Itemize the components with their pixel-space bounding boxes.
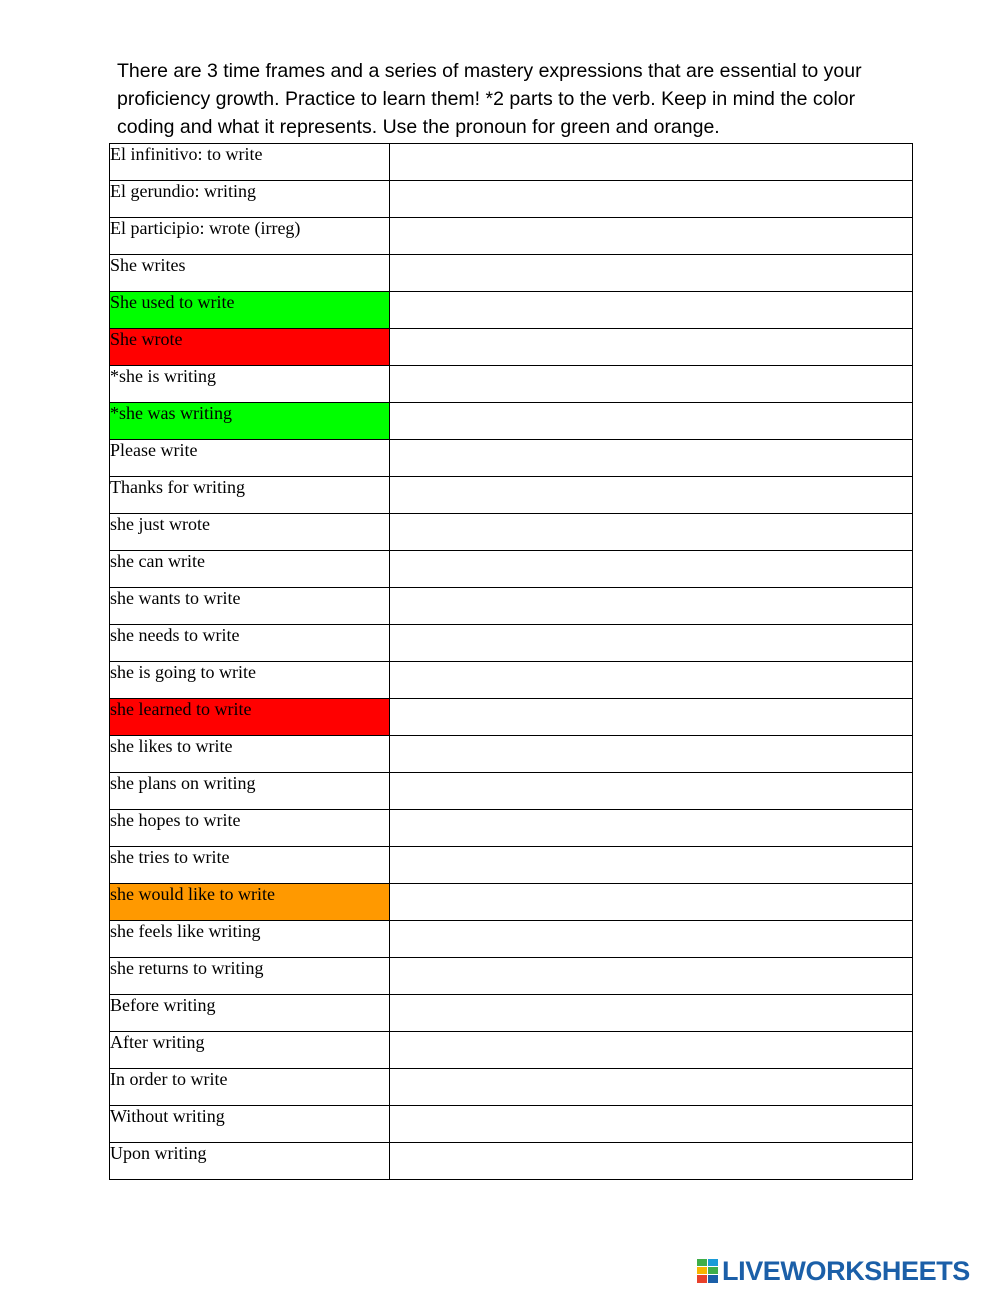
- table-row: [110, 736, 913, 773]
- prompt-cell: She used to write: [110, 292, 390, 329]
- table-row: [110, 699, 913, 736]
- answer-input[interactable]: [390, 1069, 912, 1105]
- answer-cell: [390, 588, 913, 625]
- answer-cell: [390, 736, 913, 773]
- answer-input[interactable]: [390, 958, 912, 994]
- table-row: [110, 440, 913, 477]
- answer-cell: [390, 773, 913, 810]
- prompt-cell: Please write: [110, 440, 390, 477]
- table-row: [110, 477, 913, 514]
- prompt-cell: Upon writing: [110, 1143, 390, 1180]
- answer-input[interactable]: [390, 551, 912, 587]
- prompt-cell: she needs to write: [110, 625, 390, 662]
- prompt-cell: she can write: [110, 551, 390, 588]
- answer-cell: [390, 144, 913, 181]
- table-row: [110, 958, 913, 995]
- prompt-cell: Before writing: [110, 995, 390, 1032]
- prompt-cell: she likes to write: [110, 736, 390, 773]
- prompt-cell: El participio: wrote (irreg): [110, 218, 390, 255]
- prompt-cell: Without writing: [110, 1106, 390, 1143]
- table-row: [110, 625, 913, 662]
- answer-cell: [390, 1032, 913, 1069]
- answer-input[interactable]: [390, 736, 912, 772]
- prompt-cell: she is going to write: [110, 662, 390, 699]
- answer-input[interactable]: [390, 403, 912, 439]
- prompt-cell: *she is writing: [110, 366, 390, 403]
- answer-input[interactable]: [390, 588, 912, 624]
- table-row: [110, 1106, 913, 1143]
- answer-cell: [390, 921, 913, 958]
- answer-input[interactable]: [390, 218, 912, 254]
- answer-cell: [390, 255, 913, 292]
- prompt-cell: *she was writing: [110, 403, 390, 440]
- answer-input[interactable]: [390, 477, 912, 513]
- answer-input[interactable]: [390, 847, 912, 883]
- table-row: [110, 1143, 913, 1180]
- answer-cell: [390, 1069, 913, 1106]
- table-row: [110, 1069, 913, 1106]
- table-row: [110, 847, 913, 884]
- answer-input[interactable]: [390, 810, 912, 846]
- liveworksheets-brand: [697, 1257, 970, 1285]
- answer-input[interactable]: [390, 884, 912, 920]
- liveworksheets-logo-icon: [697, 1259, 719, 1283]
- answer-cell: [390, 625, 913, 662]
- table-row: [110, 884, 913, 921]
- answer-cell: [390, 551, 913, 588]
- prompt-cell: she tries to write: [110, 847, 390, 884]
- prompt-cell: After writing: [110, 1032, 390, 1069]
- prompt-cell: She writes: [110, 255, 390, 292]
- prompt-cell: She wrote: [110, 329, 390, 366]
- answer-input[interactable]: [390, 329, 912, 365]
- prompt-cell: she returns to writing: [110, 958, 390, 995]
- answer-cell: [390, 699, 913, 736]
- answer-cell: [390, 884, 913, 921]
- table-row: [110, 181, 913, 218]
- table-row: [110, 662, 913, 699]
- prompt-cell: El infinitivo: to write: [110, 144, 390, 181]
- answer-cell: [390, 329, 913, 366]
- table-row: [110, 255, 913, 292]
- answer-input[interactable]: [390, 625, 912, 661]
- prompt-cell: she learned to write: [110, 699, 390, 736]
- table-row: [110, 403, 913, 440]
- table-row: [110, 551, 913, 588]
- prompt-cell: she would like to write: [110, 884, 390, 921]
- answer-cell: [390, 958, 913, 995]
- answer-input[interactable]: [390, 292, 912, 328]
- answer-input[interactable]: [390, 255, 912, 291]
- prompt-cell: she just wrote: [110, 514, 390, 551]
- answer-cell: [390, 995, 913, 1032]
- answer-cell: [390, 1106, 913, 1143]
- answer-cell: [390, 810, 913, 847]
- answer-input[interactable]: [390, 1032, 912, 1068]
- table-row: [110, 218, 913, 255]
- worksheet-table: [109, 143, 913, 1180]
- answer-input[interactable]: [390, 514, 912, 550]
- answer-cell: [390, 218, 913, 255]
- answer-input[interactable]: [390, 995, 912, 1031]
- answer-input[interactable]: [390, 1106, 912, 1142]
- prompt-cell: Thanks for writing: [110, 477, 390, 514]
- instructions-text: There are 3 time frames and a series of mastery expressions that are essential to your proficiency growth. Practice to learn them! *2 parts to the verb. Keep in mind the color coding and what it represents. Use the pronoun for green and orange.: [117, 60, 862, 138]
- answer-cell: [390, 847, 913, 884]
- answer-cell: [390, 1143, 913, 1180]
- table-row: [110, 921, 913, 958]
- answer-input[interactable]: [390, 181, 912, 217]
- worksheet-body: [110, 144, 913, 1180]
- table-row: [110, 995, 913, 1032]
- table-row: [110, 588, 913, 625]
- answer-cell: [390, 514, 913, 551]
- prompt-cell: she hopes to write: [110, 810, 390, 847]
- prompt-cell: she wants to write: [110, 588, 390, 625]
- prompt-cell: El gerundio: writing: [110, 181, 390, 218]
- table-row: [110, 144, 913, 181]
- answer-input[interactable]: [390, 366, 912, 402]
- prompt-cell: she feels like writing: [110, 921, 390, 958]
- answer-input[interactable]: [390, 662, 912, 698]
- table-row: [110, 366, 913, 403]
- table-row: [110, 292, 913, 329]
- answer-cell: [390, 292, 913, 329]
- table-row: [110, 1032, 913, 1069]
- liveworksheets-wordmark: LIVEWORKSHEETS: [722, 1256, 970, 1286]
- answer-cell: [390, 366, 913, 403]
- prompt-cell: she plans on writing: [110, 773, 390, 810]
- answer-input[interactable]: [390, 699, 912, 735]
- answer-input[interactable]: [390, 440, 912, 476]
- prompt-cell: In order to write: [110, 1069, 390, 1106]
- table-row: [110, 810, 913, 847]
- answer-cell: [390, 181, 913, 218]
- table-row: [110, 773, 913, 810]
- answer-input[interactable]: [390, 921, 912, 957]
- answer-cell: [390, 662, 913, 699]
- answer-input[interactable]: [390, 773, 912, 809]
- answer-input[interactable]: [390, 1143, 912, 1179]
- table-row: [110, 514, 913, 551]
- answer-cell: [390, 403, 913, 440]
- answer-cell: [390, 440, 913, 477]
- answer-cell: [390, 477, 913, 514]
- answer-input[interactable]: [390, 144, 912, 180]
- table-row: [110, 329, 913, 366]
